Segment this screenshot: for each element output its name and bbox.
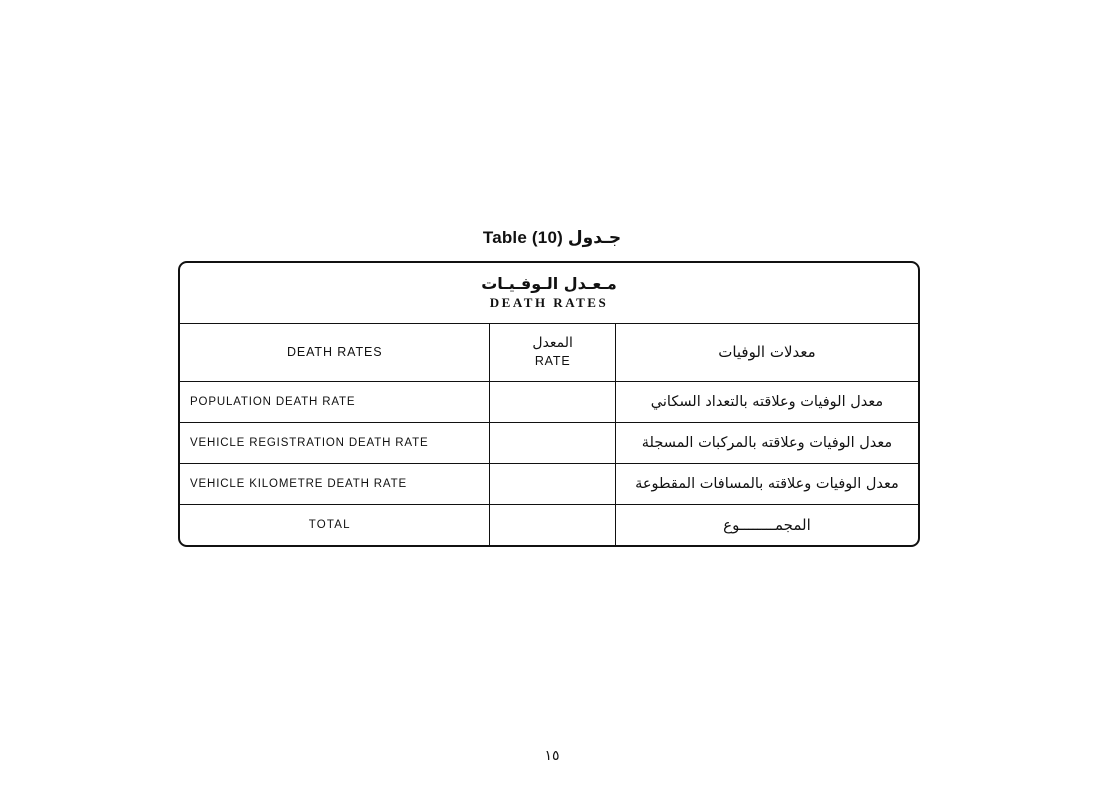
total-rate-value [490, 504, 615, 545]
row-rate-value [490, 381, 615, 422]
total-label-english: TOTAL [180, 504, 490, 545]
table-title-english: DEATH RATES [489, 294, 609, 310]
table-row [180, 463, 918, 504]
row-label-arabic: معدل الوفيات وعلاقته بالتعداد السكاني [615, 381, 918, 422]
death-rates-table [180, 263, 918, 545]
row-label-arabic: معدل الوفيات وعلاقته بالمسافات المقطوعة [615, 463, 918, 504]
page-number: ١٥ [544, 748, 560, 764]
row-label-english: VEHICLE REGISTRATION DEATH RATE [180, 422, 490, 463]
column-header-rate [490, 323, 615, 381]
row-label-english: POPULATION DEATH RATE [180, 381, 490, 422]
table-caption-arabic: جـدول [567, 228, 622, 248]
table-title-arabic: مـعـدل الـوفـيـات [481, 273, 617, 293]
table-title-row [180, 263, 918, 323]
table-caption-english: Table (10) [482, 228, 563, 247]
table-header-row [180, 323, 918, 381]
column-header-arabic: معدلات الوفيات [615, 323, 918, 381]
row-label-arabic: معدل الوفيات وعلاقته بالمركبات المسجلة [615, 422, 918, 463]
table-row [180, 422, 918, 463]
column-header-rate-arabic: المعدل [532, 335, 573, 352]
table-total-row [180, 504, 918, 545]
row-rate-value [490, 422, 615, 463]
table-caption [0, 228, 1104, 248]
table-title-cell [180, 263, 918, 323]
death-rates-table-frame [178, 261, 920, 547]
total-label-arabic: المجمــــــــوع [615, 504, 918, 545]
row-label-english: VEHICLE KILOMETRE DEATH RATE [180, 463, 490, 504]
row-rate-value [490, 463, 615, 504]
column-header-rate-english: RATE [534, 354, 571, 368]
column-header-english: DEATH RATES [180, 323, 490, 381]
table-row [180, 381, 918, 422]
